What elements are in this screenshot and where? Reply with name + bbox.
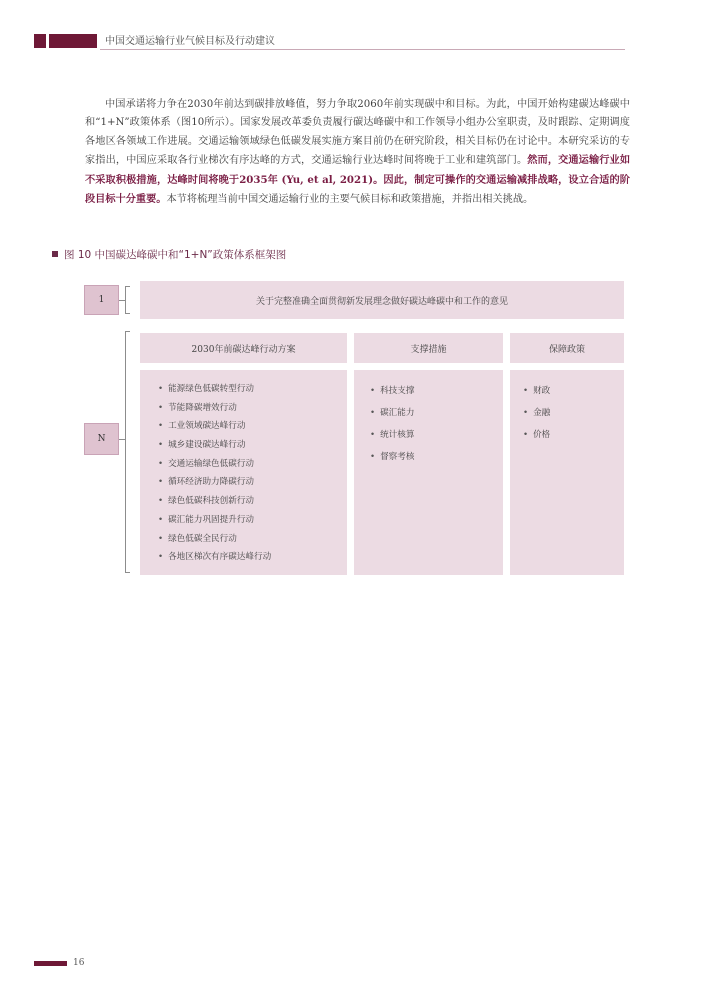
list-item: • 绿色低碳全民行动	[158, 530, 271, 549]
list-item: • 交通运输绿色低碳行动	[158, 455, 271, 474]
list-item: • 能源绿色低碳转型行动	[158, 380, 271, 399]
footer-accent-bar	[34, 961, 67, 966]
bracket-1	[125, 286, 130, 314]
column-header-policy	[510, 333, 624, 363]
list-item: • 城乡建设碳达峰行动	[158, 436, 271, 455]
list-item: • 价格	[523, 424, 550, 446]
list-item: • 督察考核	[370, 446, 414, 468]
figure-caption-text: 图 10 中国碳达峰碳中和“1+N”政策体系框架图	[64, 249, 287, 261]
caption-square-icon	[52, 251, 58, 257]
list-item: • 财政	[523, 380, 550, 402]
list-item: • 科技支撑	[370, 380, 414, 402]
label-box-1	[84, 285, 119, 315]
list-item: • 碳汇能力巩固提升行动	[158, 511, 271, 530]
top-opinion-text: 关于完整准确全面贯彻新发展理念做好碳达峰碳中和工作的意见	[255, 296, 508, 307]
body-paragraph	[85, 96, 630, 209]
list-item: • 绿色低碳科技创新行动	[158, 492, 271, 511]
column-header-support-text: 支撑措施	[410, 344, 447, 355]
bracket-1-tick	[119, 300, 125, 301]
figure-caption	[52, 248, 286, 262]
bracket-n	[125, 331, 130, 573]
header-accent-bar	[49, 34, 97, 48]
column-header-action-plan	[140, 333, 347, 363]
top-opinion-box	[140, 281, 624, 319]
list-item: • 统计核算	[370, 424, 414, 446]
paragraph-text-closing: 本节将梳理当前中国交通运输行业的主要气候目标和政策措施，并指出相关挑战。	[166, 194, 534, 206]
list-item: • 节能降碳增效行动	[158, 399, 271, 418]
label-box-n	[84, 423, 119, 455]
paragraph-text-emphasis: 然而，交通运输行业如不采取积极措施，达峰时间将晚于2035年 (Yu, et al, 2021)。因此，制定可操作的交通运输减排战略，设立合适的阶段目标十分重要。	[85, 154, 631, 206]
bracket-n-tick	[119, 439, 125, 440]
action-plan-list	[158, 380, 271, 567]
label-n-text: N	[97, 434, 106, 444]
label-1-text: 1	[98, 295, 105, 305]
column-header-support	[354, 333, 503, 363]
column-header-action-plan-text: 2030年前碳达峰行动方案	[191, 344, 296, 355]
header-rule	[100, 49, 625, 50]
list-item: • 金融	[523, 402, 550, 424]
policy-list	[523, 380, 550, 446]
list-item: • 碳汇能力	[370, 402, 414, 424]
list-item: • 各地区梯次有序碳达峰行动	[158, 548, 271, 567]
support-list	[370, 380, 414, 468]
list-item: • 工业领域碳达峰行动	[158, 417, 271, 436]
paragraph-text-intro: 中国承诺将力争在2030年前达到碳排放峰值，努力争取2060年前实现碳中和目标。为此，中国开始构建碳达峰碳中和“1+N”政策体系（图10所示）。国家发展改革委负责履行碳达峰碳中和工作领导小组办公室职责，及时跟踪、定期调度各地区各领域工作进展。交通运输领域绿色低碳发展实施方案目前仍在研究阶段，相关目标仍在讨论中。本研究采访的专家指出，中国应采取各行业梯次有序达峰的方式，交通运输行业达峰时间将晚于工业和建筑部门。	[85, 99, 630, 167]
page-number: 16	[73, 958, 85, 968]
running-header-title: 中国交通运输行业气候目标及行动建议	[105, 36, 275, 47]
list-item: • 循环经济助力降碳行动	[158, 473, 271, 492]
header-accent-small	[34, 34, 46, 48]
column-header-policy-text: 保障政策	[548, 344, 585, 355]
